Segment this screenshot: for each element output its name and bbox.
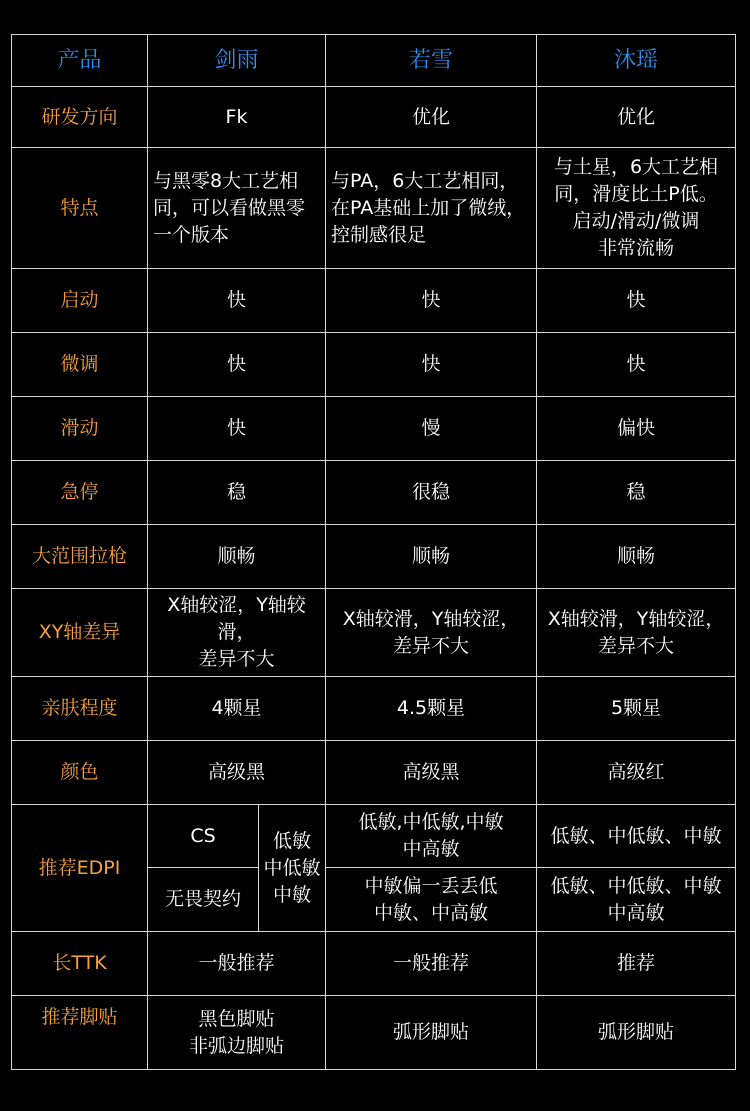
header-ruoxue: 若雪 [326,35,537,87]
cell-muyao-start: 快 [537,269,736,333]
table-row [12,87,736,148]
row-label-direction: 研发方向 [12,87,148,148]
row-label-color: 颜色 [12,741,148,805]
cell-jianyu-ttk: 一般推荐 [148,932,326,996]
cell-muyao-feet: 弧形脚贴 [537,996,736,1070]
cell-ruoxue-glide: 慢 [326,397,537,461]
row-label-skin: 亲肤程度 [12,677,148,741]
row-label-finetune: 微调 [12,333,148,397]
cell-ruoxue-stop: 很稳 [326,461,537,525]
cell-ruoxue-color: 高级黑 [326,741,537,805]
cell-jianyu-finetune: 快 [148,333,326,397]
cell-muyao-edpi-valorant: 低敏、中低敏、中敏 中高敏 [537,868,736,932]
cell-ruoxue-edpi-valorant: 中敏偏一丢丢低 中敏、中高敏 [326,868,537,932]
cell-muyao-stop: 稳 [537,461,736,525]
header-row [12,35,736,87]
table-row [12,996,736,1070]
table-row [12,461,736,525]
table-row [12,677,736,741]
table-row [12,333,736,397]
comparison-table [11,34,736,1070]
cell-muyao-finetune: 快 [537,333,736,397]
header-jianyu: 剑雨 [148,35,326,87]
table-row [12,269,736,333]
cell-muyao-glide: 偏快 [537,397,736,461]
cell-jianyu-color: 高级黑 [148,741,326,805]
cell-jianyu-edpi: 低敏 中低敏 中敏 [259,805,326,932]
table-row [12,741,736,805]
cell-muyao-edpi-cs: 低敏、中低敏、中敏 [537,805,736,868]
cell-ruoxue-xy: X轴较滑，Y轴较涩， 差异不大 [326,589,537,677]
row-label-ttk: 长TTK [12,932,148,996]
cell-ruoxue-edpi-cs: 低敏,中低敏,中敏 中高敏 [326,805,537,868]
cell-jianyu-stop: 稳 [148,461,326,525]
cell-muyao-features: 与土星，6大工艺相 同，滑度比土P低。 启动/滑动/微调 非常流畅 [537,148,736,269]
cell-muyao-flick: 顺畅 [537,525,736,589]
row-label-stop: 急停 [12,461,148,525]
cell-muyao-skin: 5颗星 [537,677,736,741]
table-row [12,589,736,677]
row-label-xy: XY轴差异 [12,589,148,677]
cell-jianyu-features: 与黑零8大工艺相 同，可以看做黑零 一个版本 [148,148,326,269]
table-row [12,148,736,269]
cell-ruoxue-ttk: 一般推荐 [326,932,537,996]
cell-jianyu-feet: 黑色脚贴 非弧边脚贴 [148,996,326,1070]
cell-muyao-xy: X轴较滑，Y轴较涩， 差异不大 [537,589,736,677]
table-row-edpi-cs [12,805,736,868]
edpi-cs-label: CS [148,805,259,868]
cell-jianyu-direction: Fk [148,87,326,148]
row-label-start: 启动 [12,269,148,333]
header-muyao: 沐瑶 [537,35,736,87]
cell-muyao-direction: 优化 [537,87,736,148]
cell-jianyu-start: 快 [148,269,326,333]
table-row [12,932,736,996]
cell-jianyu-xy: X轴较涩，Y轴较滑， 差异不大 [148,589,326,677]
cell-ruoxue-start: 快 [326,269,537,333]
row-label-edpi: 推荐EDPI [12,805,148,932]
header-product: 产品 [12,35,148,87]
row-label-features: 特点 [12,148,148,269]
row-label-glide: 滑动 [12,397,148,461]
cell-jianyu-glide: 快 [148,397,326,461]
cell-ruoxue-finetune: 快 [326,333,537,397]
cell-ruoxue-features: 与PA，6大工艺相同， 在PA基础上加了微绒， 控制感很足 [326,148,537,269]
cell-ruoxue-flick: 顺畅 [326,525,537,589]
cell-ruoxue-skin: 4.5颗星 [326,677,537,741]
cell-ruoxue-feet: 弧形脚贴 [326,996,537,1070]
table-row [12,397,736,461]
cell-ruoxue-direction: 优化 [326,87,537,148]
edpi-valorant-label: 无畏契约 [148,868,259,932]
row-label-feet: 推荐脚贴 [12,996,148,1070]
cell-muyao-ttk: 推荐 [537,932,736,996]
cell-jianyu-skin: 4颗星 [148,677,326,741]
table-row [12,525,736,589]
cell-muyao-color: 高级红 [537,741,736,805]
cell-jianyu-flick: 顺畅 [148,525,326,589]
row-label-flick: 大范围拉枪 [12,525,148,589]
